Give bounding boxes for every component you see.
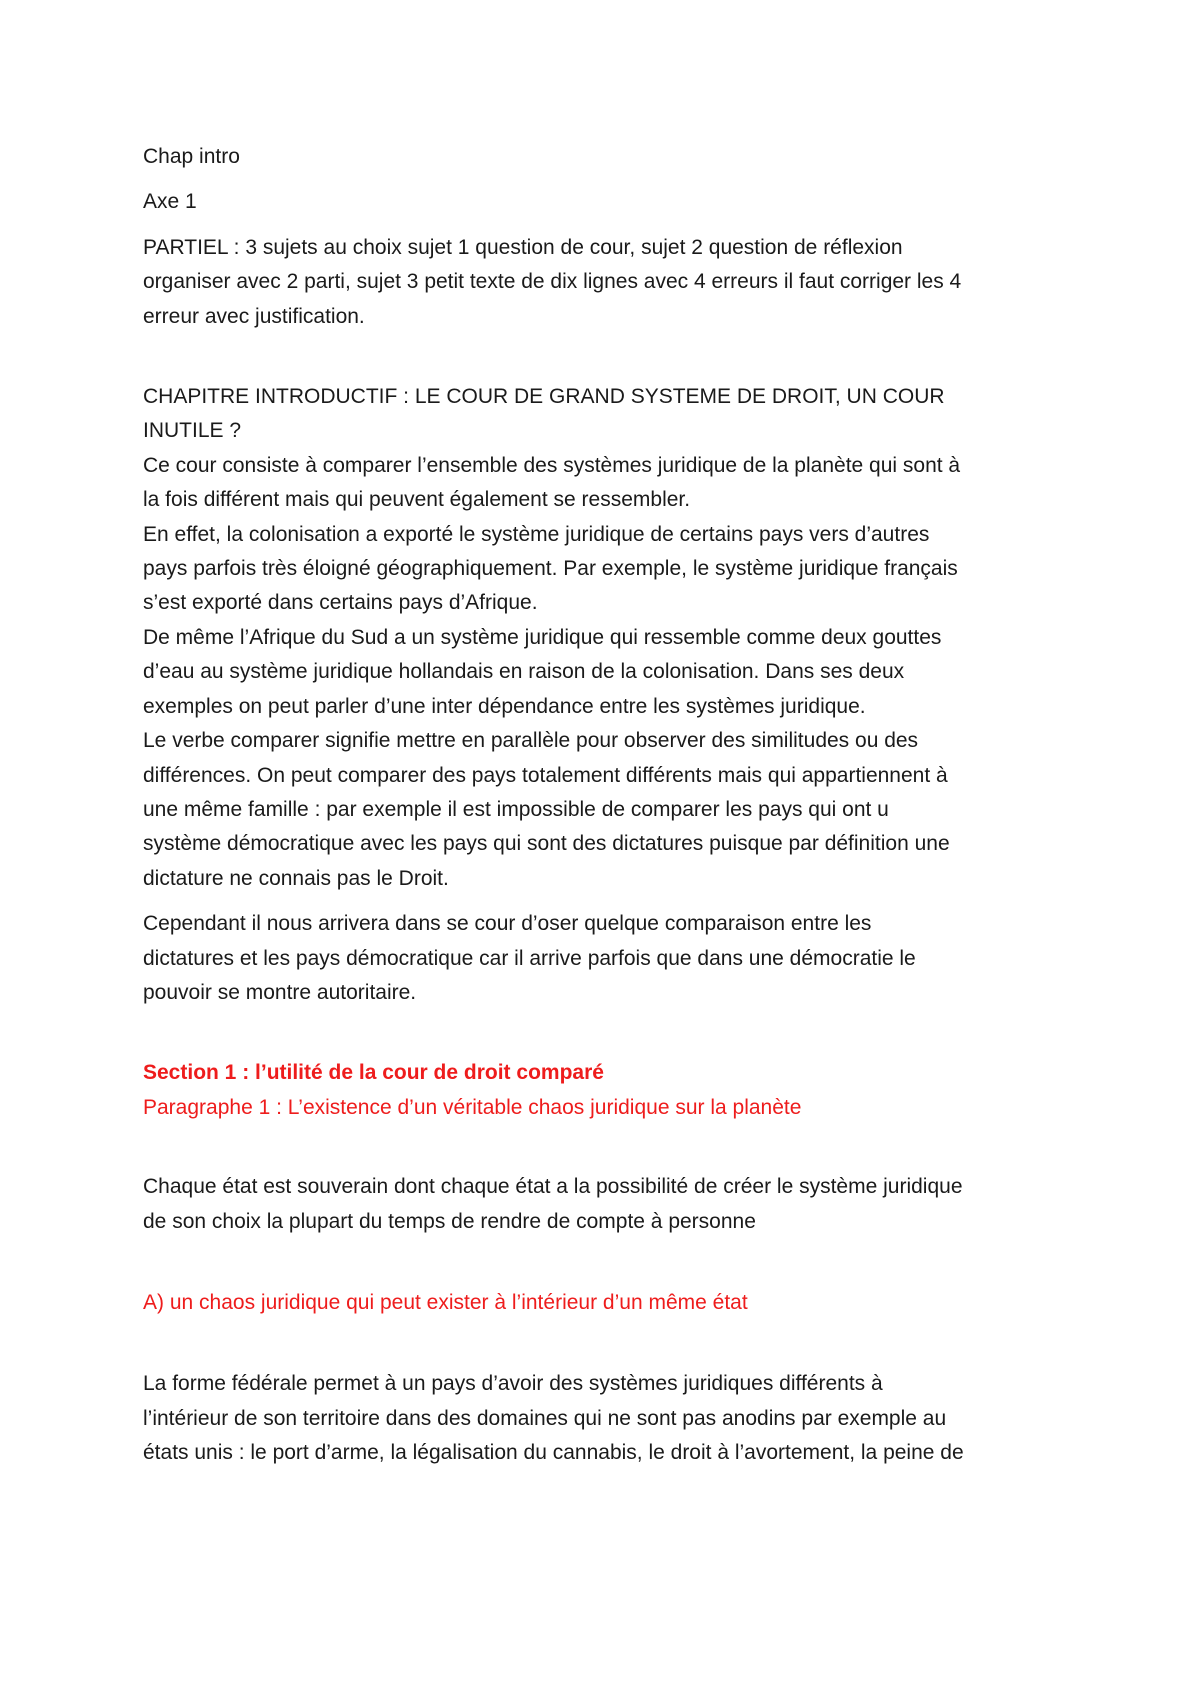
- body-line: Chaque état est souverain dont chaque état a la possibilité de créer le système juridique: [143, 1175, 963, 1199]
- body-line: La forme fédérale permet à un pays d’avoir des systèmes juridiques différents à: [143, 1372, 883, 1396]
- body-line: Cependant il nous arrivera dans se cour d’oser quelque comparaison entre les: [143, 912, 872, 936]
- cependant-paragraph: [143, 907, 1073, 1010]
- chapter-heading-line: INUTILE ?: [143, 419, 242, 443]
- section-heading: Section 1 : l’utilité de la cour de droit comparé: [143, 1061, 604, 1085]
- partiel-line: PARTIEL : 3 sujets au choix sujet 1 question de cour, sujet 2 question de réflexion: [143, 235, 903, 259]
- partiel-line: erreur avec justification.: [143, 304, 365, 328]
- body-line: dictature ne connais pas le Droit.: [143, 866, 449, 890]
- body-line: d’eau au système juridique hollandais en raison de la colonisation. Dans ses deux: [143, 660, 905, 684]
- paragraph-heading: Paragraphe 1 : L’existence d’un véritable chaos juridique sur la planète: [143, 1095, 802, 1119]
- subsection-heading-a: A) un chaos juridique qui peut exister à l’intérieur d’un même état: [143, 1290, 748, 1314]
- body-line: En effet, la colonisation a exporté le système juridique de certains pays vers d’autres: [143, 522, 930, 546]
- body-line: états unis : le port d’arme, la légalisation du cannabis, le droit à l’avortement, la peine de: [143, 1441, 964, 1465]
- document-body: [143, 140, 1073, 1471]
- body-line: dictatures et les pays démocratique car il arrive parfois que dans une démocratie le: [143, 946, 916, 970]
- body-line: différences. On peut comparer des pays totalement différents mais qui appartiennent à: [143, 763, 948, 787]
- partiel-paragraph: [143, 231, 1073, 334]
- doc-title: Chap intro: [143, 145, 240, 168]
- axe-label: Axe 1: [143, 190, 197, 214]
- partiel-line: organiser avec 2 parti, sujet 3 petit texte de dix lignes avec 4 erreurs il faut corriger les 4: [143, 270, 962, 294]
- body-line: l’intérieur de son territoire dans des domaines qui ne sont pas anodins par exemple au: [143, 1406, 947, 1430]
- body-line: pouvoir se montre autoritaire.: [143, 980, 417, 1004]
- body-line: pays parfois très éloigné géographiquement. Par exemple, le système juridique français: [143, 557, 958, 581]
- body-line: une même famille : par exemple il est impossible de comparer les pays qui ont u: [143, 797, 889, 821]
- body-line: système démocratique avec les pays qui sont des dictatures puisque par définition une: [143, 832, 950, 856]
- body-line: la fois différent mais qui peuvent également se ressembler.: [143, 488, 691, 512]
- chaque-etat-paragraph: [143, 1170, 1073, 1239]
- body-line: Le verbe comparer signifie mettre en parallèle pour observer des similitudes ou des: [143, 729, 919, 753]
- body-line: s’est exporté dans certains pays d’Afrique.: [143, 591, 538, 615]
- body-line: de son choix la plupart du temps de rendre de compte à personne: [143, 1209, 756, 1233]
- body-line: exemples on peut parler d’une inter dépendance entre les systèmes juridique.: [143, 694, 866, 718]
- federale-paragraph: [143, 1367, 1073, 1470]
- body-line: Ce cour consiste à comparer l’ensemble des systèmes juridique de la planète qui sont à: [143, 453, 961, 477]
- chapter-heading: [143, 380, 1073, 449]
- body-line: De même l’Afrique du Sud a un système juridique qui ressemble comme deux gouttes: [143, 625, 942, 649]
- chapter-heading-line: CHAPITRE INTRODUCTIF : LE COUR DE GRAND SYSTEME DE DROIT, UN COUR: [143, 385, 945, 409]
- chapter-body-paragraph: [143, 449, 1073, 896]
